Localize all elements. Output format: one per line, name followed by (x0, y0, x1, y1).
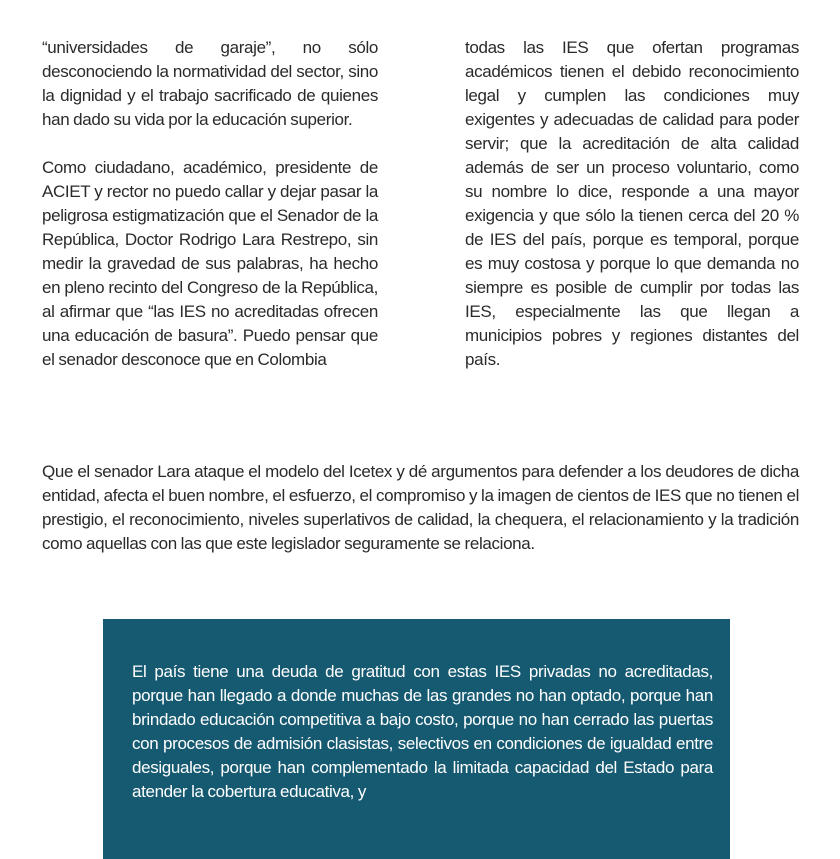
right-paragraph-1: todas las IES que ofertan programas académicos tienen el debido reconocimiento legal y cumplen las condiciones muy exigentes y adecuadas de calidad para poder servir; que la acreditación de alta calidad además de ser un proceso voluntario, como su nombre lo dice, responde a una mayor exigencia y que sólo la tienen cerca del 20 % de IES del país, porque es temporal, porque es muy costosa y porque lo que demanda no siempre es posible de cumplir por todas las IES, especialmente las que llegan a municipios pobres y regiones distantes del país. (465, 38, 799, 369)
pull-quote-box (103, 619, 730, 859)
pull-quote-text: El país tiene una deuda de gratitud con estas IES privadas no acreditadas, porque han llegado a donde muchas de las grandes no han optado, porque han brindado educación competitiva a bajo costo, porque no han cerrado las puertas con procesos de admisión clasistas, selectivos en condiciones de igualdad entre desiguales, porque han complementado la limitada capacidad del Estado para atender la cobertura educativa, y (132, 662, 713, 801)
left-paragraph-1: “universidades de garaje”, no sólo desconociendo la normatividad del sector, sino la dignidad y el trabajo sacrificado de quienes han dado su vida por la educación superior. (42, 38, 378, 129)
left-column (42, 36, 378, 372)
right-column (465, 36, 799, 372)
full-width-paragraph: Que el senador Lara ataque el modelo del Icetex y dé argumentos para defender a los deudores de dicha entidad, afecta el buen nombre, el esfuerzo, el compromiso y la imagen de cientos de IES que no tienen el prestigio, el reconocimiento, niveles superlativos de calidad, la chequera, el relacionamiento y la tradición como aquellas con las que este legislador seguramente se relaciona. (42, 462, 799, 553)
left-paragraph-2: Como ciudadano, académico, presidente de ACIET y rector no puedo callar y dejar pasar la peligrosa estigmatización que el Senador de la República, Doctor Rodrigo Lara Restrepo, sin medir la gravedad de sus palabras, ha hecho en pleno recinto del Congreso de la República, al afirmar que “las IES no acreditadas ofrecen una educación de basura”. Puedo pensar que el senador desconoce que en Colombia (42, 158, 378, 369)
